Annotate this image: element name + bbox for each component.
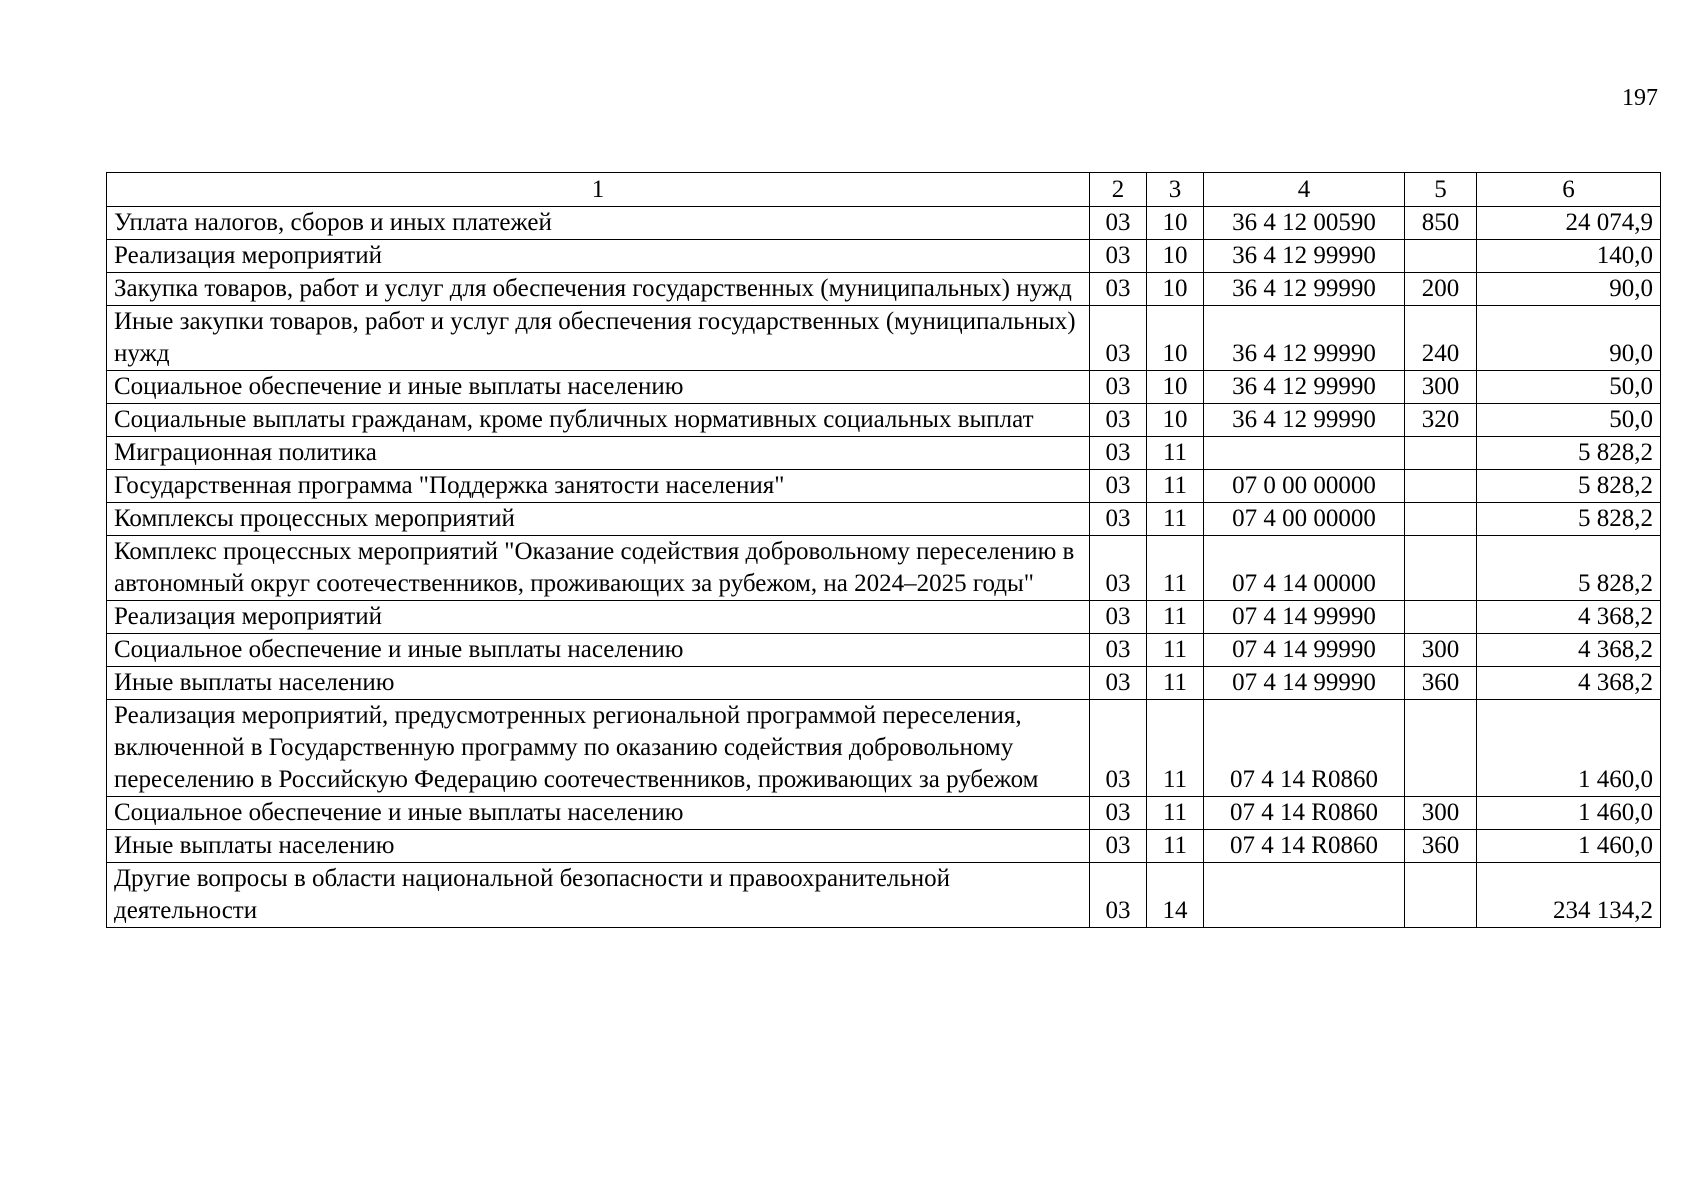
section-code-cell: 03 (1090, 437, 1147, 470)
amount-cell: 24 074,9 (1477, 207, 1661, 240)
section-code-cell: 03 (1090, 503, 1147, 536)
section-code-cell: 03 (1090, 830, 1147, 863)
row-name-cell: Государственная программа "Поддержка занятости населения" (107, 470, 1090, 503)
subsection-code-cell: 11 (1147, 830, 1204, 863)
expense-type-cell (1405, 863, 1477, 928)
section-code-cell: 03 (1090, 634, 1147, 667)
row-name-cell: Социальное обеспечение и иные выплаты населению (107, 634, 1090, 667)
subsection-code-cell: 11 (1147, 470, 1204, 503)
target-article-cell: 07 4 14 99990 (1204, 601, 1405, 634)
expense-type-cell: 850 (1405, 207, 1477, 240)
amount-cell: 1 460,0 (1477, 797, 1661, 830)
column-header: 4 (1204, 173, 1405, 207)
row-name-cell: Реализация мероприятий (107, 240, 1090, 273)
amount-cell: 140,0 (1477, 240, 1661, 273)
section-code-cell: 03 (1090, 700, 1147, 797)
amount-cell: 90,0 (1477, 273, 1661, 306)
table-row (107, 634, 1661, 667)
table-row (107, 470, 1661, 503)
target-article-cell: 07 4 14 00000 (1204, 536, 1405, 601)
column-header: 6 (1477, 173, 1661, 207)
amount-cell: 1 460,0 (1477, 700, 1661, 797)
row-name-cell: Иные закупки товаров, работ и услуг для обеспечения государственных (муниципальных) нужд (107, 306, 1090, 371)
row-name-cell: Миграционная политика (107, 437, 1090, 470)
expense-type-cell (1405, 601, 1477, 634)
table-row (107, 536, 1661, 601)
target-article-cell: 36 4 12 99990 (1204, 404, 1405, 437)
section-code-cell: 03 (1090, 536, 1147, 601)
row-name-cell: Реализация мероприятий, предусмотренных региональной программой переселения, включенной в Государственную программу по оказанию содействия добровольному переселению в Российскую Федерацию соотечественников, проживающих за рубежом (107, 700, 1090, 797)
target-article-cell: 07 0 00 00000 (1204, 470, 1405, 503)
section-code-cell: 03 (1090, 667, 1147, 700)
amount-cell: 90,0 (1477, 306, 1661, 371)
subsection-code-cell: 11 (1147, 700, 1204, 797)
expense-type-cell: 360 (1405, 830, 1477, 863)
expense-type-cell: 200 (1405, 273, 1477, 306)
table-row (107, 437, 1661, 470)
row-name-cell: Комплекс процессных мероприятий "Оказание содействия добровольному переселению в автономный округ соотечественников, проживающих за рубежом, на 2024–2025 годы" (107, 536, 1090, 601)
column-header: 1 (107, 173, 1090, 207)
section-code-cell: 03 (1090, 207, 1147, 240)
target-article-cell: 36 4 12 99990 (1204, 306, 1405, 371)
amount-cell: 5 828,2 (1477, 470, 1661, 503)
amount-cell: 4 368,2 (1477, 667, 1661, 700)
table-row (107, 601, 1661, 634)
target-article-cell: 07 4 14 99990 (1204, 634, 1405, 667)
column-header: 3 (1147, 173, 1204, 207)
table-row (107, 371, 1661, 404)
amount-cell: 4 368,2 (1477, 634, 1661, 667)
column-header: 5 (1405, 173, 1477, 207)
subsection-code-cell: 11 (1147, 634, 1204, 667)
row-name-cell: Уплата налогов, сборов и иных платежей (107, 207, 1090, 240)
section-code-cell: 03 (1090, 470, 1147, 503)
amount-cell: 5 828,2 (1477, 503, 1661, 536)
subsection-code-cell: 10 (1147, 306, 1204, 371)
target-article-cell: 36 4 12 99990 (1204, 371, 1405, 404)
expense-type-cell: 300 (1405, 634, 1477, 667)
row-name-cell: Социальное обеспечение и иные выплаты населению (107, 797, 1090, 830)
amount-cell: 1 460,0 (1477, 830, 1661, 863)
page-number: 197 (1622, 85, 1658, 111)
table-row (107, 404, 1661, 437)
target-article-cell: 36 4 12 00590 (1204, 207, 1405, 240)
subsection-code-cell: 11 (1147, 437, 1204, 470)
row-name-cell: Другие вопросы в области национальной безопасности и правоохранительной деятельности (107, 863, 1090, 928)
subsection-code-cell: 11 (1147, 667, 1204, 700)
table-row (107, 863, 1661, 928)
section-code-cell: 03 (1090, 797, 1147, 830)
expense-type-cell (1405, 240, 1477, 273)
table-header-row (107, 173, 1661, 207)
row-name-cell: Иные выплаты населению (107, 667, 1090, 700)
target-article-cell: 07 4 14 99990 (1204, 667, 1405, 700)
table-row (107, 306, 1661, 371)
row-name-cell: Социальные выплаты гражданам, кроме публичных нормативных социальных выплат (107, 404, 1090, 437)
section-code-cell: 03 (1090, 306, 1147, 371)
expense-type-cell (1405, 503, 1477, 536)
expense-type-cell (1405, 470, 1477, 503)
expense-type-cell: 300 (1405, 797, 1477, 830)
target-article-cell: 36 4 12 99990 (1204, 240, 1405, 273)
amount-cell: 4 368,2 (1477, 601, 1661, 634)
target-article-cell (1204, 863, 1405, 928)
section-code-cell: 03 (1090, 601, 1147, 634)
section-code-cell: 03 (1090, 404, 1147, 437)
table-row (107, 240, 1661, 273)
row-name-cell: Социальное обеспечение и иные выплаты населению (107, 371, 1090, 404)
amount-cell: 5 828,2 (1477, 437, 1661, 470)
table-row (107, 700, 1661, 797)
table-row (107, 273, 1661, 306)
subsection-code-cell: 11 (1147, 797, 1204, 830)
target-article-cell: 07 4 14 R0860 (1204, 700, 1405, 797)
subsection-code-cell: 14 (1147, 863, 1204, 928)
table-row (107, 207, 1661, 240)
expense-type-cell: 240 (1405, 306, 1477, 371)
expense-type-cell: 360 (1405, 667, 1477, 700)
row-name-cell: Закупка товаров, работ и услуг для обеспечения государственных (муниципальных) нужд (107, 273, 1090, 306)
table-row (107, 830, 1661, 863)
column-header: 2 (1090, 173, 1147, 207)
expense-type-cell: 320 (1405, 404, 1477, 437)
subsection-code-cell: 10 (1147, 371, 1204, 404)
section-code-cell: 03 (1090, 863, 1147, 928)
target-article-cell: 07 4 14 R0860 (1204, 797, 1405, 830)
amount-cell: 50,0 (1477, 371, 1661, 404)
expense-type-cell (1405, 536, 1477, 601)
subsection-code-cell: 10 (1147, 207, 1204, 240)
subsection-code-cell: 11 (1147, 601, 1204, 634)
target-article-cell: 07 4 00 00000 (1204, 503, 1405, 536)
row-name-cell: Реализация мероприятий (107, 601, 1090, 634)
subsection-code-cell: 10 (1147, 404, 1204, 437)
expense-type-cell (1405, 437, 1477, 470)
subsection-code-cell: 10 (1147, 240, 1204, 273)
section-code-cell: 03 (1090, 273, 1147, 306)
section-code-cell: 03 (1090, 371, 1147, 404)
amount-cell: 5 828,2 (1477, 536, 1661, 601)
subsection-code-cell: 11 (1147, 536, 1204, 601)
target-article-cell: 36 4 12 99990 (1204, 273, 1405, 306)
target-article-cell: 07 4 14 R0860 (1204, 830, 1405, 863)
section-code-cell: 03 (1090, 240, 1147, 273)
row-name-cell: Иные выплаты населению (107, 830, 1090, 863)
expense-type-cell: 300 (1405, 371, 1477, 404)
amount-cell: 50,0 (1477, 404, 1661, 437)
expense-type-cell (1405, 700, 1477, 797)
table-row (107, 797, 1661, 830)
row-name-cell: Комплексы процессных мероприятий (107, 503, 1090, 536)
table-row (107, 503, 1661, 536)
subsection-code-cell: 10 (1147, 273, 1204, 306)
amount-cell: 234 134,2 (1477, 863, 1661, 928)
table-row (107, 667, 1661, 700)
subsection-code-cell: 11 (1147, 503, 1204, 536)
budget-table (106, 172, 1661, 928)
target-article-cell (1204, 437, 1405, 470)
